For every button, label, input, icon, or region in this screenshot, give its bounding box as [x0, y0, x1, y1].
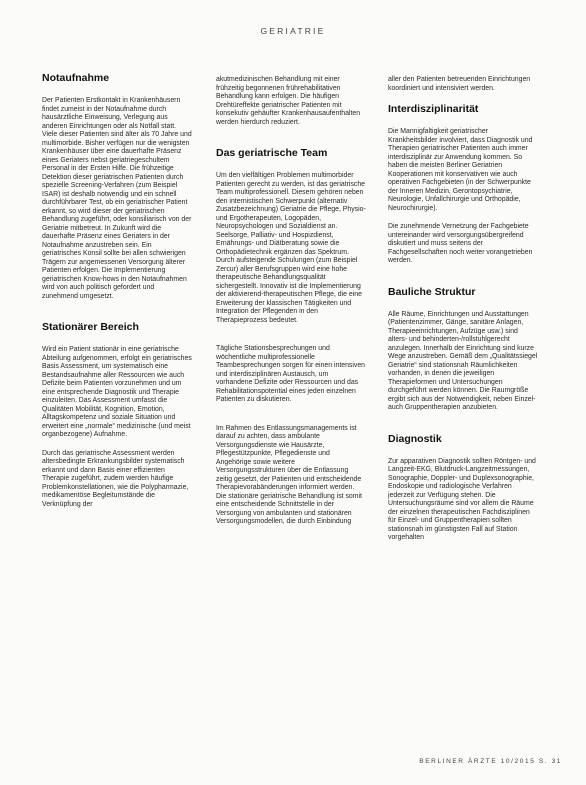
heading-stationaer: Stationärer Bereich	[42, 321, 139, 333]
paragraph: aller den Patienten betreuenden Einrichtungen koordiniert und intensiviert werden.	[388, 76, 531, 92]
paragraph: Durch das geriatrische Assessment werden altersbedingte Erkrankungsbilder systematisch erkannt und dann Basis einer effizienten Therapie zugeführt, zudem werden häufige Problemkonstellationen, wie die Polypharmazie, medikamentöse Begleitumstände die Verknüpfung der	[42, 449, 189, 508]
heading-notaufnahme: Notaufnahme	[42, 72, 110, 84]
paragraph: Die Mannigfaltigkeit geriatrischer Krankheitsbilder involviert, dass Diagnostik und Therapien geriatrischer Patienten auch immer interdisziplinär zur Anwendung kommen. So haben die meisten Berliner Geriatrien Kooperationen mit konservativen wie auch operativen Fachgebieten (in der Schwerpunkte der Inneren Medizin, Gerontopsychiatrie, Neurologie, Unfallchirurgie und Orthopädie, Neurochirurgie).	[388, 128, 533, 212]
column-1	[42, 72, 192, 519]
paragraph: Die zunehmende Vernetzung der Fachgebiete untereinander wird versorgungsübergreifend diskutiert und muss seitens der Fachgesellschaften noch weiter vorangetrieben werden.	[388, 223, 533, 264]
column-3	[388, 76, 538, 553]
heading-diagnostik: Diagnostik	[388, 432, 442, 445]
paragraph: Tägliche Stationsbesprechungen und wöchentliche multiprofessionelle Teambesprechungen sorgen für einen intensiven und interdisziplinären Austausch, um vorhandene Defizite oder Ressourcen und das Rehabilitationspotential eines jeden einzelnen Patienten zu diskutieren.	[216, 345, 366, 403]
paragraph: Alle Räume, Einrichtungen und Ausstattungen (Patientenzimmer, Gänge, sanitäre Anlagen, Therapieeinrichtungen, Aufzüge usw.) sind alters- und behinderten-/rollstuhlgerecht anzulegen. Innerhalb der Einrichtung sind kurze Wege anzustreben. Gemäß dem „Qualitätssiegel Geriatrie“ sind stationsnah Räumlichkeiten vorhanden, in denen die jeweiligen Therapieformen und Untersuchungen durchgeführt werden können. Die Raumgröße ergibt sich aus der Notwendigkeit, neben Einzel- auch Gruppentherapien anzubieten.	[388, 310, 538, 411]
paragraph: Zur apparativen Diagnostik sollten Röntgen- und Langzeit-EKG, Blutdruck-Langzeitmessungen, Sonographie, Doppler- und Duplexsonographie, Endoskopie und radiologische Verfahren jederzeit zur Verfügung stehen. Die Untersuchungsräume sind vor allem die Räume der einzelnen therapeutischen Fachdisziplinen für Einzel- und Gruppentherapien sollten stationsnah im günstigsten Fall auf Station vorgehalten	[388, 457, 536, 541]
paragraph: Wird ein Patient stationär in eine geriatrische Abteilung aufgenommen, erfolgt ein geriatrisches Basis Assessment, um systematisch eine Bestandsaufnahme aller Ressourcen wie auch Defizite beim Patienten vorzunehmen und um eine entsprechende Diagnostik und Therapie einzuleiten. Das Assessment umfasst die Qualitäten Mobilität, Kognition, Emotion, Alltagskompetenz und soziale Situation und erweitert eine „normale“ medizinische (und meist organbezogene) Aufnahme.	[42, 346, 192, 438]
heading-interdisziplinaritaet: Interdisziplinarität	[388, 103, 479, 115]
paragraph: Der Patienten Erstkontakt in Krankenhäusern findet zumeist in der Notaufnahme durch hausärztliche Einweisung, Verlegung aus anderen Einrichtungen oder als Notfall statt. Viele dieser Patienten sind älter als 70 Jahre und multimorbide. Bisher verfügen nur die wenigsten Krankenhäuser über eine dauerhafte Präsenz eines Geriaters nebst geriatriegeschultem Personal in der Ersten Hilfe. Die frühzeitige Detektion dieser geriatrischen Patienten durch spezielle Screening-Verfahren (zum Beispiel ISAR) ist deshalb notwendig und ein schnell durchführbarer Test, ob ein geriatrischer Patient erkannt, so wird dieser der geriatrischen Behandlung zugeführt, oder konsiliarisch von der Geriatrie mitbetreut. In Zukunft wird die dauerhafte Präsenz eines Geriaters in der Notaufnahme anzustreben sein. Ein geriatrisches Konsil sollte bei allen schwierigen Trägern zur angemessenen Versorgung älterer Patienten erfolgen. Die Implementierung geriatrischen Know-hows in den Notaufnahmen wird von auch politisch gefordert und zunehmend umgesetzt.	[42, 97, 192, 300]
issue-page: 10/2015 S. 31	[500, 758, 562, 765]
heading-bauliche-struktur: Bauliche Struktur	[388, 285, 476, 298]
journal-name: BERLINER ÄRZTE	[419, 758, 498, 765]
column-2	[216, 76, 366, 537]
heading-team: Das geriatrische Team	[216, 147, 328, 159]
paragraph: Um den vielfältigen Problemen multimorbider Patienten gerecht zu werden, ist das geriatrische Team multiprofessionell. Diesem gehören neben den internistischen Schwerpunkt (alternativ Zusatzbezeichnung) Geriatrie die Pflege, Physio- und Ergotherapeuten, Logopäden, Neuropsychologen und Sozialdienst an. Seelsorge, Palliativ- und Hospizdienst, Ernährungs- und Diätberatung sowie die Orthopädietechnik ergänzen das Spektrum. Durch aufsteigende Schulungen (zum Beispiel Zercur) aller Berufsgruppen wird eine hohe therapeutische Behandlungsqualität sichergestellt. Innovativ ist die Implementierung der aktivierend-therapeutischen Pflege, die eine Erweiterung der klassischen Tätigkeiten und Integration der Pflegenden in den Therapieprozess bedeutet.	[216, 172, 366, 324]
paragraph: Im Rahmen des Entlassungsmanagements ist darauf zu achten, dass ambulante Versorgungsdienste wie Hausärzte, Pflegestützpunkte, Pflegedienste und Angehörige sowie weitere Versorgungsstrukturen über die Entlassung zeitig gesetzt, der Patienten und entscheidende Therapievorabänderungen informiert werden. Die stationäre geriatrische Behandlung ist somit eine entscheidende Schnittstelle in der Versorgung von ambulanten und stationären Versorgungsmodellen, die durch Einbindung	[216, 424, 362, 525]
page-footer	[419, 758, 562, 765]
section-header: GERIATRIE	[260, 26, 326, 36]
paragraph: akutmedizinischen Behandlung mit einer frühzeitig begonnenen frührehabilitativen Behandlung kann erfolgen. Die häufigen Drehtüreffekte geriatrischer Patienten mit konsekutiv gehäufter Krankenhausaufenthalten werden hierdurch reduziert.	[216, 76, 361, 126]
